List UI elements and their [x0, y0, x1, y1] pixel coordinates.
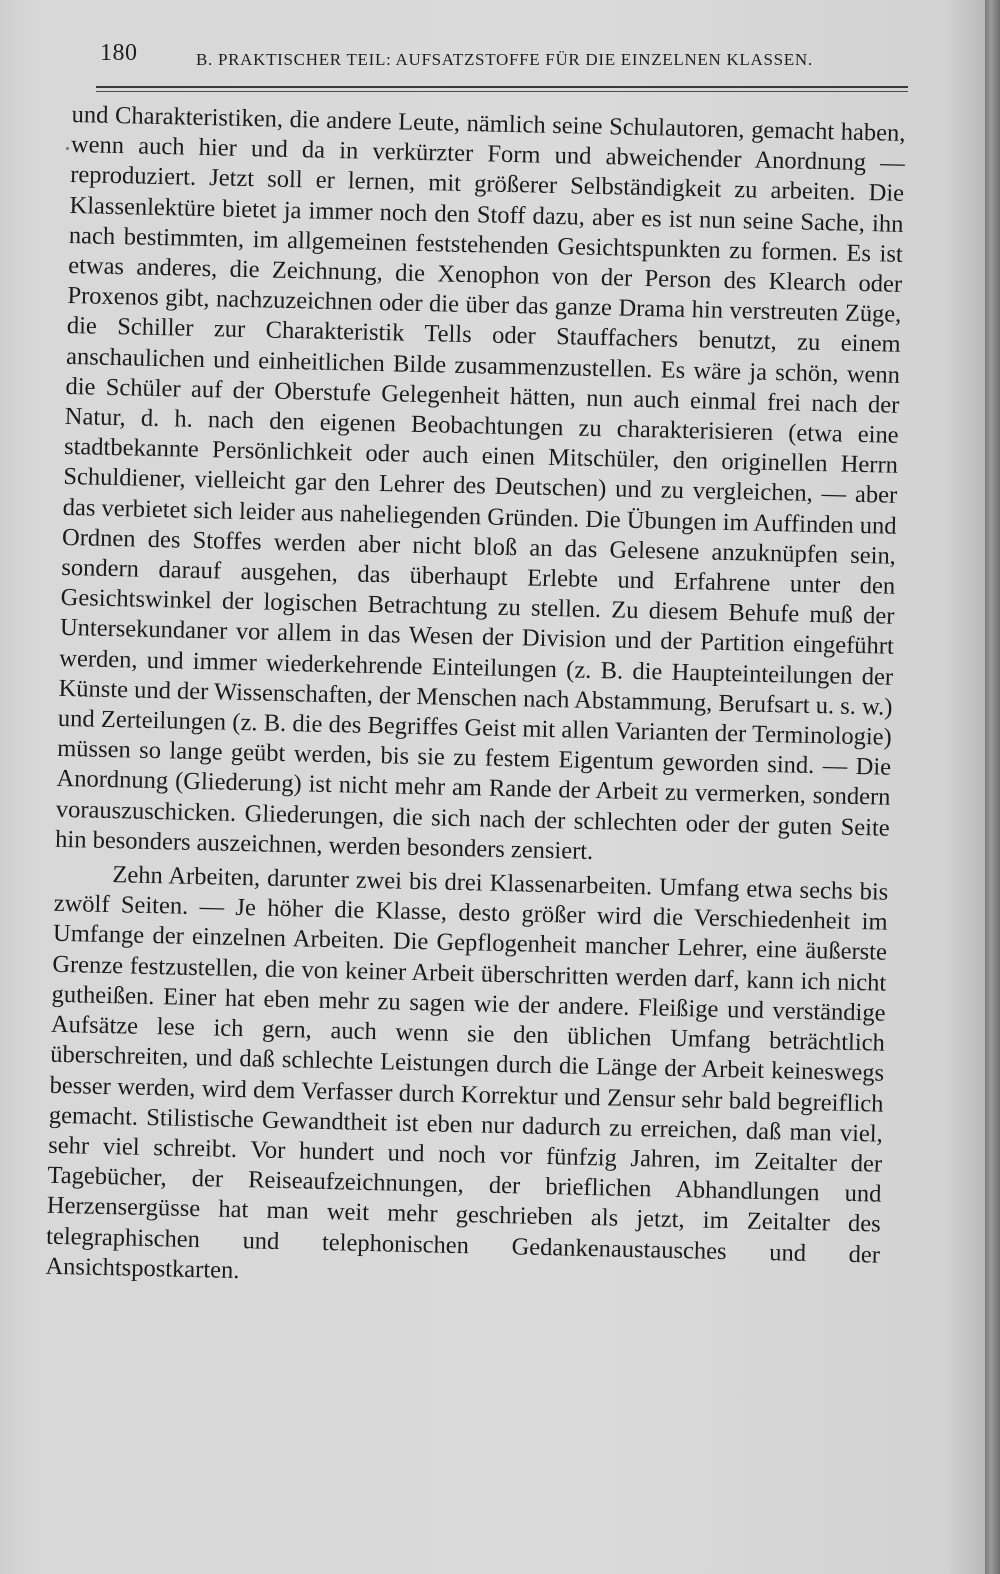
body-text [45, 100, 906, 1301]
paragraph-1: und Charakteristiken, die andere Leute, nämlich seine Schulautoren, gemacht haben, wenn auch hier und da in verkürzter Form und abweichender Anordnung — reproduziert. Jetzt soll er lernen, mit größerer Selbständigkeit zu arbeiten. Die Klassenlektüre bietet ja immer noch den Stoff dazu, aber es ist nun seine Sache, ihn nach bestimmten, im allgemeinen feststehenden Gesichtspunkten zu formen. Es ist etwas anderes, die Zeichnung, die Xenophon von der Person des Klearch oder Proxenos gibt, nachzuzeichnen oder die über das ganze Drama hin verstreuten Züge, die Schiller zur Charakteristik Tells oder Stauffachers benutzt, zu einem anschaulichen und einheitlichen Bilde zusammenzustellen. Es wäre ja schön, wenn die Schüler auf der Oberstufe Gelegenheit hätten, nun auch einmal frei nach der Natur, d. h. nach den eigenen Beobachtungen zu charakterisieren (etwa eine stadtbekannte Persönlichkeit oder auch einen Mitschüler, den originellen Herrn Schuldiener, vielleicht gar den Lehrer des Deutschen) und zu vergleichen, — aber das verbietet sich leider aus naheliegenden Gründen. Die Übungen im Auffinden und Ordnen des Stoffes werden aber nicht bloß an das Gelesene anzuknüpfen sein, sondern darauf ausgehen, das überhaupt Erlebte und Erfahrene unter den Gesichtswinkel der logischen Betrachtung zu stellen. Zu diesem Behufe muß der Untersekundaner vor allem in das Wesen der Division und der Partition eingeführt werden, und immer wiederkehrende Einteilungen (z. B. die Haupteinteilungen der Künste und der Wissenschaften, der Menschen nach Abstammung, Berufsart u. s. w.) und Zerteilungen (z. B. die des Begriffes Geist mit allen Varianten der Terminologie) müssen so lange geübt werden, bis sie zu festem Eigentum geworden sind. — Die Anordnung (Gliederung) ist nicht mehr am Rande der Arbeit zu vermerken, sondern vorauszuschicken. Gliederungen, die sich nach der schlechten oder der guten Seite hin besonders auszeichnen, werden besonders zensiert. [54, 100, 906, 865]
running-title: B. PRAKTISCHER TEIL: AUFSATZSTOFFE FÜR DIE EINZELNEN KLASSEN. [196, 50, 813, 69]
header-rule-thin [96, 91, 908, 92]
margin-speck [66, 147, 69, 150]
paragraph-2: Zehn Arbeiten, darunter zwei bis drei Klassenarbeiten. Umfang etwa sechs bis zwölf Seiten. — Je höher die Klasse, desto größer wird die Verschiedenheit im Umfange der einzelnen Arbeiten. Die Gepflogenheit mancher Lehrer, eine äußerste Grenze festzustellen, die von keiner Arbeit überschritten werden darf, kann ich nicht gutheißen. Einer hat eben mehr zu sagen wie der andere. Fleißige und verständige Aufsätze lese ich gern, auch wenn sie den üblichen Umfang beträchtlich überschreiten, und daß schlechte Leistungen durch die Länge der Arbeit keineswegs besser werden, wird dem Verfasser durch Korrektur und Zensur sehr bald begreiflich gemacht. Stilistische Gewandtheit ist eben nur dadurch zu erreichen, daß man viel, sehr viel schreibt. Vor hundert und noch vor fünfzig Jahren, im Zeitalter der Tagebücher, der Reiseaufzeichnungen, der brieflichen Abhandlungen und Herzensergüsse hat man weit mehr geschrieben als jetzt, im Zeitalter des telegraphischen und telephonischen Gedankenaustausches und der Ansichtspostkarten. [45, 861, 889, 1284]
page-number: 180 [100, 40, 138, 66]
header-rule [96, 86, 908, 88]
page-edge [985, 0, 1000, 1574]
